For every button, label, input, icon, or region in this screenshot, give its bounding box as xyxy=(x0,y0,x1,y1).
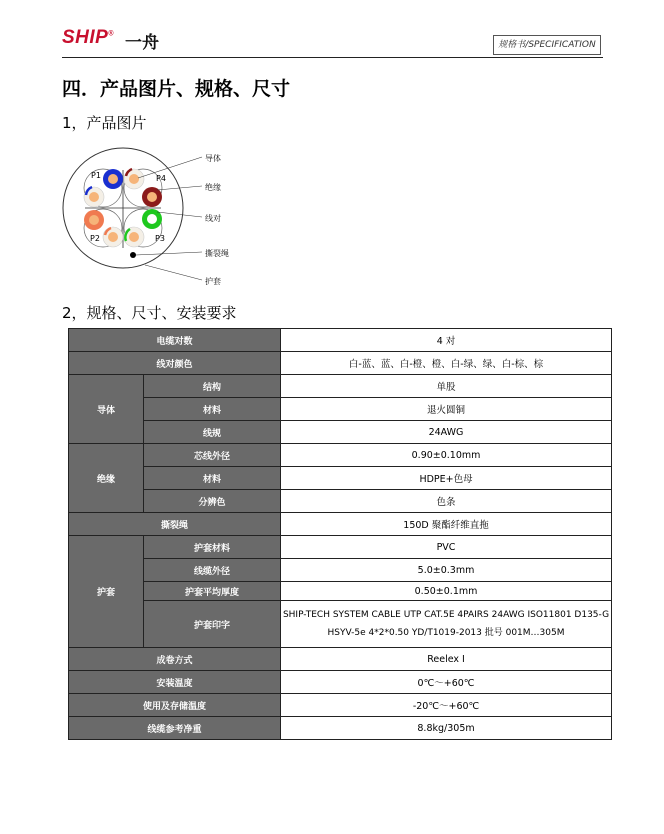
row-value: 4 对 xyxy=(281,329,612,352)
subsection-product-image: 1，产品图片 xyxy=(62,114,147,132)
row-value: 0℃～+60℃ xyxy=(281,671,612,694)
document-type-badge: 规格书/SPECIFICATION xyxy=(493,35,601,55)
table-row xyxy=(69,648,612,671)
row-value: Reelex I xyxy=(281,648,612,671)
row-value: 0.90±0.10mm xyxy=(281,444,612,467)
sub-label: 分辨色 xyxy=(144,490,281,513)
row-label: 安装温度 xyxy=(69,671,281,694)
table-row xyxy=(69,329,612,352)
wire-blue-conductor xyxy=(108,174,118,184)
row-value: 150D 聚酯纤维直拖 xyxy=(281,513,612,536)
sub-label: 护套印字 xyxy=(144,601,281,648)
row-value: 0.50±0.1mm xyxy=(281,582,612,601)
row-value: HDPE+色母 xyxy=(281,467,612,490)
row-value: -20℃～+60℃ xyxy=(281,694,612,717)
table-row xyxy=(69,398,612,421)
pair-label-p4: P4 xyxy=(156,174,166,183)
table-row xyxy=(69,513,612,536)
label-ripcord: 撕裂绳 xyxy=(205,249,229,258)
row-label: 成卷方式 xyxy=(69,648,281,671)
wire-white-green-conductor xyxy=(129,232,139,242)
leader-jacket xyxy=(145,265,202,280)
table-row xyxy=(69,375,612,398)
table-row xyxy=(69,694,612,717)
pair-label-p2: P2 xyxy=(90,234,100,243)
label-insulation: 绝缘 xyxy=(205,183,221,192)
row-value: 单股 xyxy=(281,375,612,398)
table-row xyxy=(69,421,612,444)
cable-cross-section-diagram xyxy=(60,140,260,290)
label-jacket: 护套 xyxy=(205,277,221,286)
sub-label: 护套材料 xyxy=(144,536,281,559)
table-row xyxy=(69,536,612,559)
row-value: 白-蓝、蓝、白-橙、橙、白-绿、绿、白-棕、棕 xyxy=(281,352,612,375)
table-row xyxy=(69,559,612,582)
header-divider xyxy=(62,57,603,58)
sub-label: 材料 xyxy=(144,467,281,490)
row-label: 撕裂绳 xyxy=(69,513,281,536)
row-value: 色条 xyxy=(281,490,612,513)
group-label: 绝缘 xyxy=(69,444,144,513)
wire-white-orange-conductor xyxy=(108,232,118,242)
table-row xyxy=(69,582,612,601)
sub-label: 结构 xyxy=(144,375,281,398)
sub-label: 线缆外径 xyxy=(144,559,281,582)
row-label: 线对颜色 xyxy=(69,352,281,375)
label-pair: 线对 xyxy=(205,214,221,223)
table-row xyxy=(69,467,612,490)
row-value: 退火圆铜 xyxy=(281,398,612,421)
row-label: 线缆参考净重 xyxy=(69,717,281,740)
sub-label: 护套平均厚度 xyxy=(144,582,281,601)
label-conductor: 导体 xyxy=(205,154,221,163)
pair-label-p3: P3 xyxy=(155,234,165,243)
table-row xyxy=(69,352,612,375)
row-label: 使用及存储温度 xyxy=(69,694,281,717)
wire-white-brown-conductor xyxy=(129,174,139,184)
pair-label-p1: P1 xyxy=(91,171,101,180)
row-value: 24AWG xyxy=(281,421,612,444)
row-value: PVC xyxy=(281,536,612,559)
sub-label: 线规 xyxy=(144,421,281,444)
row-value: SHIP-TECH SYSTEM CABLE UTP CAT.5E 4PAIRS 24AWG ISO11801 D135-G HSYV-5e 4*2*0.50 YD/T1019-2013 批号 001M…305M xyxy=(281,601,612,648)
sub-label: 芯线外径 xyxy=(144,444,281,467)
table-row xyxy=(69,671,612,694)
wire-white-blue-conductor xyxy=(89,192,99,202)
wire-orange-conductor xyxy=(89,215,99,225)
subsection-specifications: 2，规格、尺寸、安装要求 xyxy=(62,304,237,322)
brand-logo: SHIP® xyxy=(62,27,115,48)
table-row xyxy=(69,717,612,740)
group-label: 护套 xyxy=(69,536,144,648)
specification-table xyxy=(68,328,612,740)
table-row xyxy=(69,444,612,467)
group-label: 导体 xyxy=(69,375,144,444)
ripcord-dot xyxy=(130,252,136,258)
brand-logo-chinese: 一舟 xyxy=(125,33,159,53)
table-row xyxy=(69,601,612,648)
row-label: 电缆对数 xyxy=(69,329,281,352)
wire-green-conductor xyxy=(147,214,157,224)
table-row xyxy=(69,490,612,513)
row-value: 5.0±0.3mm xyxy=(281,559,612,582)
section-title: 四．产品图片、规格、尺寸 xyxy=(62,78,291,100)
row-value: 8.8kg/305m xyxy=(281,717,612,740)
sub-label: 材料 xyxy=(144,398,281,421)
wire-brown-conductor xyxy=(147,192,157,202)
